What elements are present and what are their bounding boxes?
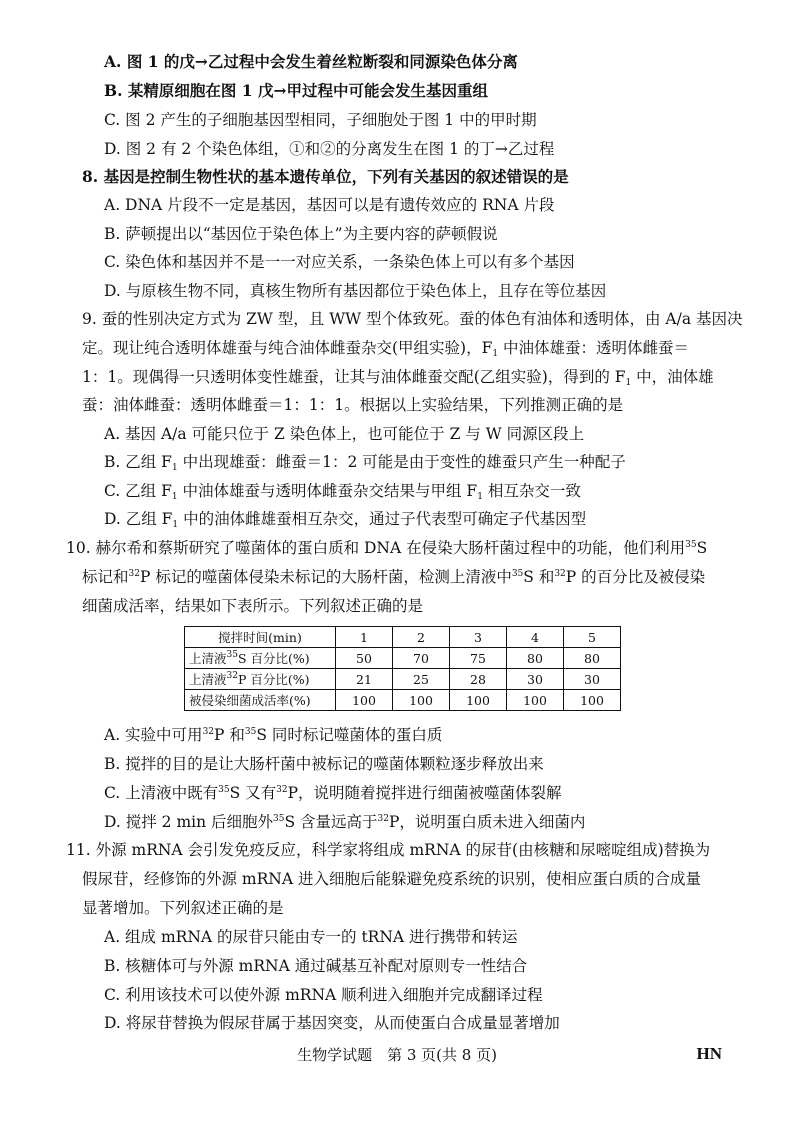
q7-option-d: D. 图 2 有 2 个染色体组，①和②的分离发生在图 1 的丁→乙过程: [104, 140, 555, 158]
table-cell: 100: [393, 690, 450, 711]
q11-option-d: D. 将尿苷替换为假尿苷属于基因突变，从而使蛋白合成量显著增加: [104, 1014, 560, 1032]
q10-data-table: [184, 626, 621, 711]
q10-stem-line1: 10. 赫尔希和蔡斯研究了噬菌体的蛋白质和 DNA 在侵染大肠杆菌过程中的功能，他们利用$^{35}$S: [66, 539, 708, 557]
q9-option-a: A. 基因 A/a 可能只位于 Z 染色体上，也可能位于 Z 与 W 同源区段上: [104, 425, 585, 443]
q9-stem-line2: 定。现让纯合透明体雄蚕与纯合油体雌蚕杂交(甲组实验)，$F_1$ 中油体雄蚕：透明体雌蚕＝: [82, 339, 690, 359]
table-row: [185, 669, 621, 690]
q10-option-c: C. 上清液中既有$^{35}$S 又有$^{32}$P，说明随着搅拌进行细菌被噬菌体裂解: [104, 784, 562, 802]
table-row: [185, 690, 621, 711]
table-row-label: 被侵染细菌成活率(%): [185, 690, 336, 711]
q10-stem-line2: 标记和$^{32}$P 标记的噬菌体侵染未标记的大肠杆菌，检测上清液中$^{35}$S 和$^{32}$P 的百分比及被侵染: [82, 568, 706, 586]
q7-option-a: A. 图 1 的戊→乙过程中会发生着丝粒断裂和同源染色体分离: [104, 52, 518, 71]
q9-stem-line1: 9. 蚕的性别决定方式为 ZW 型，且 WW 型个体致死。蚕的体色有油体和透明体，由 A/a 基因决: [82, 310, 743, 328]
q9-option-b: B. 乙组 $F_1$ 中出现雄蚕：雌蚕＝1：2 可能是由于变性的雄蚕只产生一种配子: [104, 453, 626, 473]
q7-option-c: C. 图 2 产生的子细胞基因型相同，子细胞处于图 1 中的甲时期: [104, 111, 537, 129]
q8-option-c: C. 染色体和基因并不是一一对应关系，一条染色体上可以有多个基因: [104, 253, 575, 271]
table-header-cell: 2: [393, 627, 450, 648]
page-footer: 生物学试题 第 3 页(共 8 页): [297, 1046, 497, 1064]
q8-option-a: A. DNA 片段不一定是基因，基因可以是有遗传效应的 RNA 片段: [104, 196, 555, 214]
q11-option-c: C. 利用该技术可以使外源 mRNA 顺利进入细胞并完成翻译过程: [104, 986, 543, 1004]
q9-option-c: C. 乙组 $F_1$ 中油体雄蚕与透明体雌蚕杂交结果与甲组 $F_1$ 相互杂交一致: [104, 482, 581, 502]
q8-option-b: B. 萨顿提出以“基因位于染色体上”为主要内容的萨顿假说: [104, 225, 498, 243]
q11-stem-line3: 显著增加。下列叙述正确的是: [82, 899, 284, 917]
table-cell: 21: [336, 669, 393, 690]
table-cell: 28: [450, 669, 507, 690]
table-header-cell: 3: [450, 627, 507, 648]
q8-stem: 8. 基因是控制生物性状的基本遗传单位，下列有关基因的叙述错误的是: [82, 167, 569, 186]
q10-option-d: D. 搅拌 2 min 后细胞外$^{35}$S 含量远高于$^{32}$P，说明蛋白质未进入细菌内: [104, 813, 586, 831]
table-row-label: 上清液$^{35}$S 百分比(%): [185, 648, 336, 669]
table-header-cell: 搅拌时间(min): [185, 627, 336, 648]
table-cell: 100: [450, 690, 507, 711]
q9-option-d: D. 乙组 $F_1$ 中的油体雌雄蚕相互杂交，通过子代表型可确定子代基因型: [104, 510, 587, 530]
table-cell: 100: [507, 690, 564, 711]
table-cell: 80: [507, 648, 564, 669]
q11-stem-line1: 11. 外源 mRNA 会引发免疫反应，科学家将组成 mRNA 的尿苷(由核糖和尿嘧啶组成)替换为: [66, 841, 711, 859]
table-header-cell: 1: [336, 627, 393, 648]
table-header-cell: 4: [507, 627, 564, 648]
q8-option-d: D. 与原核生物不同，真核生物所有基因都位于染色体上，且存在等位基因: [104, 282, 607, 300]
q10-option-a: A. 实验中可用$^{32}$P 和$^{35}$S 同时标记噬菌体的蛋白质: [104, 726, 443, 744]
q10-option-b: B. 搅拌的目的是让大肠杆菌中被标记的噬菌体颗粒逐步释放出来: [104, 755, 544, 773]
region-mark: HN: [696, 1044, 722, 1063]
table-row: [185, 627, 621, 648]
table-row-label: 上清液$^{32}$P 百分比(%): [185, 669, 336, 690]
table-cell: 70: [393, 648, 450, 669]
q10-stem-line3: 细菌成活率，结果如下表所示。下列叙述正确的是: [82, 597, 424, 615]
q7-option-b: B. 某精原细胞在图 1 戊→甲过程中可能会发生基因重组: [104, 81, 488, 100]
table-header-cell: 5: [564, 627, 621, 648]
table-cell: 25: [393, 669, 450, 690]
table-cell: 30: [507, 669, 564, 690]
q11-option-a: A. 组成 mRNA 的尿苷只能由专一的 tRNA 进行携带和转运: [104, 928, 518, 946]
q9-stem-line4: 蚕：油体雌蚕：透明体雌蚕＝1：1：1。根据以上实验结果，下列推测正确的是: [82, 396, 624, 414]
table-cell: 100: [336, 690, 393, 711]
q11-option-b: B. 核糖体可与外源 mRNA 通过碱基互补配对原则专一性结合: [104, 957, 528, 975]
q11-stem-line2: 假尿苷，经修饰的外源 mRNA 进入细胞后能躲避免疫系统的识别，使相应蛋白质的合成量: [82, 870, 701, 888]
q9-stem-line3: 1：1。现偶得一只透明体变性雄蚕，让其与油体雌蚕交配(乙组实验)，得到的 $F_1$ 中，油体雄: [82, 368, 714, 388]
table-cell: 30: [564, 669, 621, 690]
table-row: [185, 648, 621, 669]
table-cell: 80: [564, 648, 621, 669]
table-cell: 75: [450, 648, 507, 669]
table-cell: 100: [564, 690, 621, 711]
table-cell: 50: [336, 648, 393, 669]
